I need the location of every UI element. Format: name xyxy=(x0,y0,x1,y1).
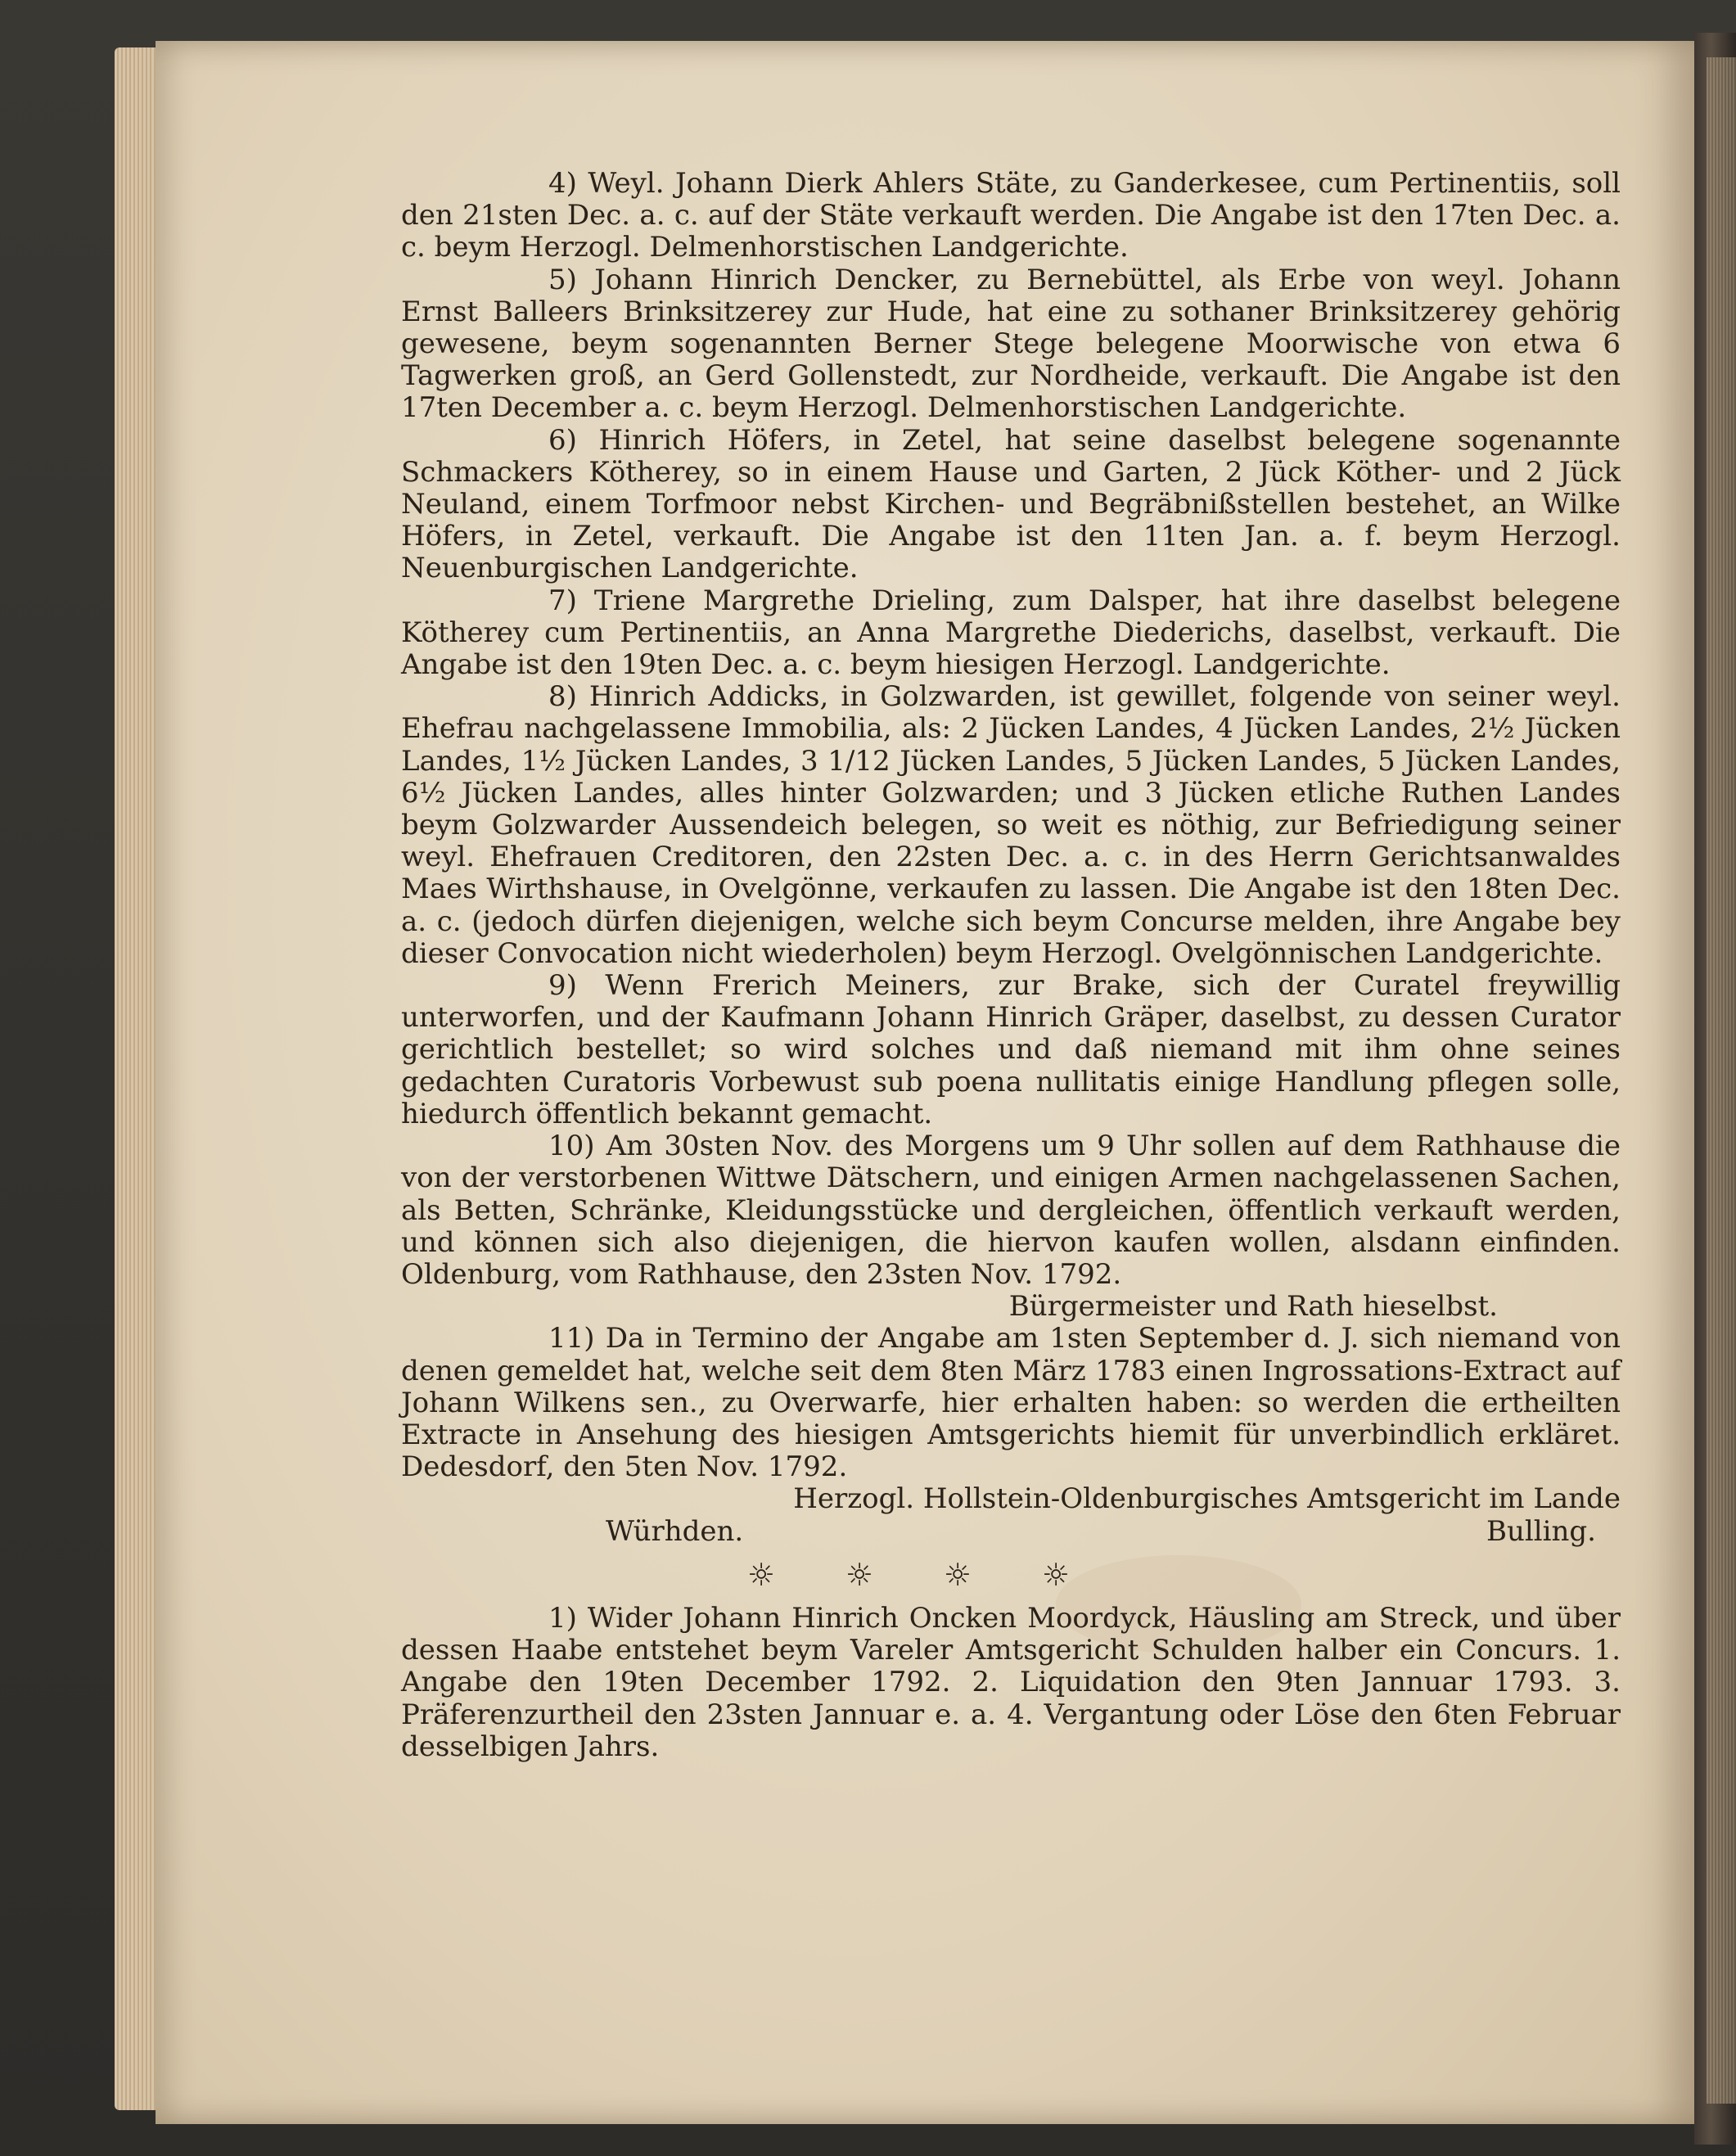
entry-text: Am 30sten Nov. des Morgens um 9 Uhr sollen auf dem Rathhause die von der verstorbenen Wittwe Dätschern, und einigen Armen nachgelassenen Sachen, als Betten, Schränke, Kleidungsstücke und dergleichen, öffentlich verkauft werden, und können sich also diejenigen, die hiervon kaufen wollen, alsdann einfinden. Oldenburg, vom Rathhause, den 23sten Nov. 1792. xyxy=(401,1130,1621,1291)
entry-concurs xyxy=(401,1603,1621,1763)
entry-number: 1) xyxy=(548,1601,577,1635)
sun-ornament-icon: ☼ xyxy=(943,1556,972,1593)
entry-text: Johann Hinrich Dencker, zu Bernebüttel, als Erbe von weyl. Johann Ernst Balleers Brinksitzerey zur Hude, hat eine zu sothaner Brinksitzerey gehörig gewesene, beym sogenannten Berner Stege belegene Moorwische von etwa 6 Tagwerken groß, an Gerd Gollenstedt, zur Nordheide, verkauft. Die Angabe ist den 17ten December a. c. beym Herzogl. Delmenhorstischen Landgerichte. xyxy=(401,263,1621,425)
signature-rathhaus: Bürgermeister und Rath hieselbst. xyxy=(1008,1290,1498,1324)
entry-text: Wider Johann Hinrich Oncken Moordyck, Häusling am Streck, und über dessen Haabe entstehet beym Vareler Amtsgericht Schulden halber ein Concurs. 1. Angabe den 19ten December 1792. 2. Liquidation den 9ten Jannuar 1793. 3. Präferenzurtheil den 23sten Jannuar e. a. 4. Vergantung oder Löse den 6ten Februar desselbigen Jahrs. xyxy=(401,1601,1621,1763)
entry-number: 11) xyxy=(548,1322,595,1355)
entry-number: 5) xyxy=(548,263,577,296)
entry-6 xyxy=(401,425,1621,585)
entry-text: Hinrich Addicks, in Golzwarden, ist gewillet, folgende von seiner weyl. Ehefrau nachgelassene Immobilia, als: 2 Jücken Landes, 4 Jücken Landes, 2½ Jücken Landes, 1½ Jücken Landes, 3 1/12 Jücken Landes, 5 Jücken Landes, 5 Jücken Landes, 6½ Jücken Landes, alles hinter Golzwarden; und 3 Jücken etliche Ruthen Landes beym Golzwarder Aussendeich belegen, so weit es nöthig, zur Befriedigung seiner weyl. Ehefrauen Creditoren, den 22sten Dec. a. c. in des Herrn Gerichtsanwaldes Maes Wirthshause, in Ovelgönne, verkaufen zu lassen. Die Angabe ist den 18ten Dec. a. c. (jedoch dürfen diejenigen, welche sich beym Concurse melden, ihre Angabe bey dieser Convocation nicht wiederholen) beym Herzogl. Ovelgönnischen Landgerichte. xyxy=(401,680,1621,970)
document-text xyxy=(401,168,1621,1763)
entry-4 xyxy=(401,168,1621,264)
entry-5 xyxy=(401,264,1621,425)
entry-8 xyxy=(401,681,1621,970)
entry-number: 6) xyxy=(548,423,577,457)
entry-text: Hinrich Höfers, in Zetel, hat seine daselbst belegene sogenannte Schmackers Kötherey, so in einem Hause und Garten, 2 Jück Köther- und 2 Jück Neuland, einem Torfmoor nebst Kirchen- und Begräbnißstellen bestehet, an Wilke Höfers, in Zetel, verkauft. Die Angabe ist den 11ten Jan. a. f. beym Herzogl. Neuenburgischen Landgerichte. xyxy=(401,423,1621,585)
entry-text: Da in Termino der Angabe am 1sten September d. J. sich niemand von denen gemeldet hat, welche seit dem 8ten März 1783 einen Ingrossations-Extract auf Johann Wilkens sen., zu Overwarfe, hier erhalten haben: so werden die ertheilten Extracte in Ansehung des hiesigen Amtsgerichts hiemit für unverbindlich erkläret. Dedesdorf, den 5ten Nov. 1792. xyxy=(401,1322,1621,1484)
page-edges-right xyxy=(1707,57,1736,2104)
entry-11 xyxy=(401,1323,1621,1483)
entry-10 xyxy=(401,1130,1621,1291)
entry-number: 4) xyxy=(548,167,577,200)
entry-9 xyxy=(401,970,1621,1130)
signature-row xyxy=(401,1516,1621,1548)
signature-name: Bulling. xyxy=(1486,1514,1596,1548)
entry-number: 8) xyxy=(548,680,577,714)
entry-text: Triene Margrethe Drieling, zum Dalsper, hat ihre daselbst belegene Kötherey cum Pertinentiis, an Anna Margrethe Diederichs, daselbst, verkauft. Die Angabe ist den 19ten Dec. a. c. beym hiesigen Herzogl. Landgerichte. xyxy=(401,584,1621,682)
sun-ornament-icon: ☼ xyxy=(845,1556,874,1593)
section-divider xyxy=(401,1556,1621,1593)
entry-number: 10) xyxy=(548,1130,595,1163)
entry-number: 9) xyxy=(548,969,577,1003)
entry-text: Weyl. Johann Dierk Ahlers Stäte, zu Ganderkesee, cum Pertinentiis, soll den 21sten Dec. a. c. auf der Stäte verkauft werden. Die Angabe ist den 17ten Dec. a. c. beym Herzogl. Delmenhorstischen Landgerichte. xyxy=(401,167,1621,264)
entry-number: 7) xyxy=(548,584,577,617)
sun-ornament-icon: ☼ xyxy=(1041,1556,1071,1593)
signature-amtsgericht: Herzogl. Hollstein-Oldenburgisches Amtsgericht im Lande xyxy=(793,1482,1621,1516)
sun-ornament-icon: ☼ xyxy=(746,1556,776,1593)
signature-place: Würhden. xyxy=(606,1514,744,1548)
entry-text: Wenn Frerich Meiners, zur Brake, sich der Curatel freywillig unterworfen, und der Kaufmann Johann Hinrich Gräper, daselbst, zu dessen Curator gerichtlich bestellet; so wird solches und daß niemand mit ihm ohne seines gedachten Curatoris Vorbewust sub poena nullitatis einige Handlung pflegen solle, hiedurch öffentlich bekannt gemacht. xyxy=(401,969,1621,1130)
entry-7 xyxy=(401,585,1621,682)
